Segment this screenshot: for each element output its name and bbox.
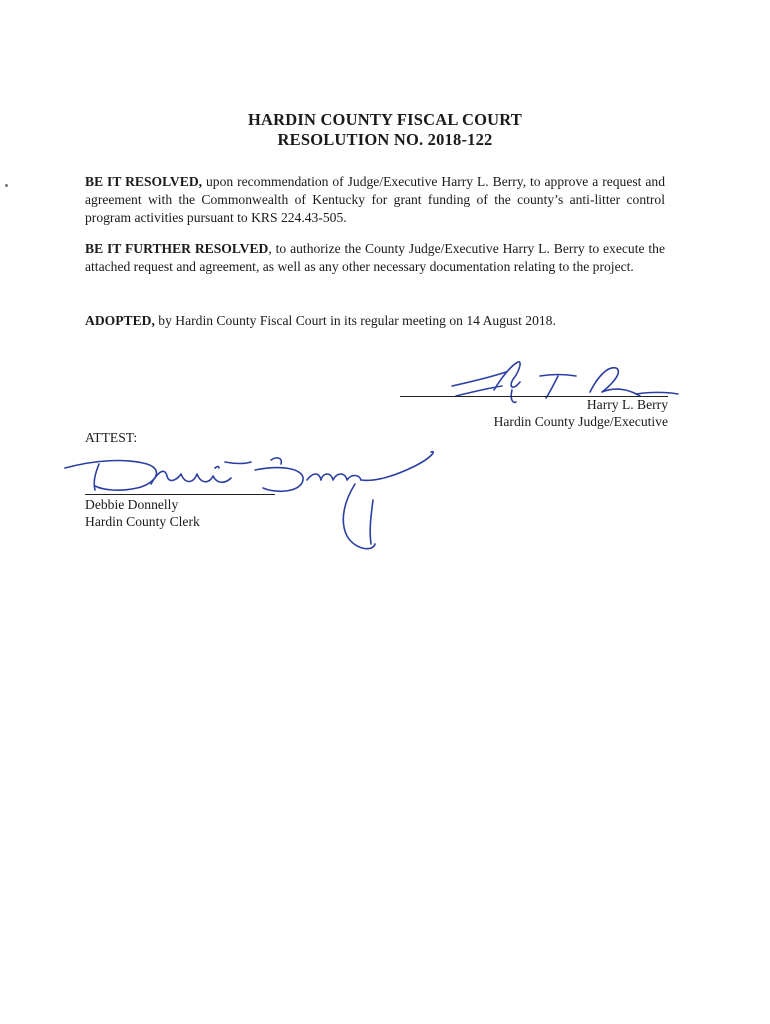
attest-label: ATTEST: (85, 430, 138, 445)
judge-name: Harry L. Berry (586, 397, 668, 412)
adopted-paragraph (85, 312, 665, 330)
para1-text: upon recommendation of Judge/Executive Harry L. Berry, to approve a request and agreement with the Commonwealth of Kentucky for grant funding of the county’s anti-litter control program activities pursuant to KRS 224.43-505. (85, 174, 665, 225)
document-title: HARDIN COUNTY FISCAL COURT (248, 110, 522, 129)
para1-lead: BE IT RESOLVED, (85, 174, 203, 189)
resolution-paragraph-2 (85, 240, 665, 276)
para3-lead: ADOPTED, (85, 313, 155, 328)
resolution-number: RESOLUTION NO. 2018-122 (277, 130, 493, 149)
resolution-paragraph-1 (85, 173, 665, 227)
clerk-name: Debbie Donnelly (85, 497, 179, 512)
scan-speck (5, 184, 8, 187)
para2-lead: BE IT FURTHER RESOLVED (85, 241, 269, 256)
clerk-signature-line (85, 494, 275, 495)
para2-text: , to authorize the County Judge/Executive Harry L. Berry to execute the attached request and agreement, as well as any other necessary documentation relating to the project. (85, 241, 665, 274)
judge-title: Hardin County Judge/Executive (493, 414, 668, 429)
para3-text: by Hardin County Fiscal Court in its regular meeting on 14 August 2018. (154, 313, 556, 328)
clerk-title: Hardin County Clerk (85, 514, 200, 529)
